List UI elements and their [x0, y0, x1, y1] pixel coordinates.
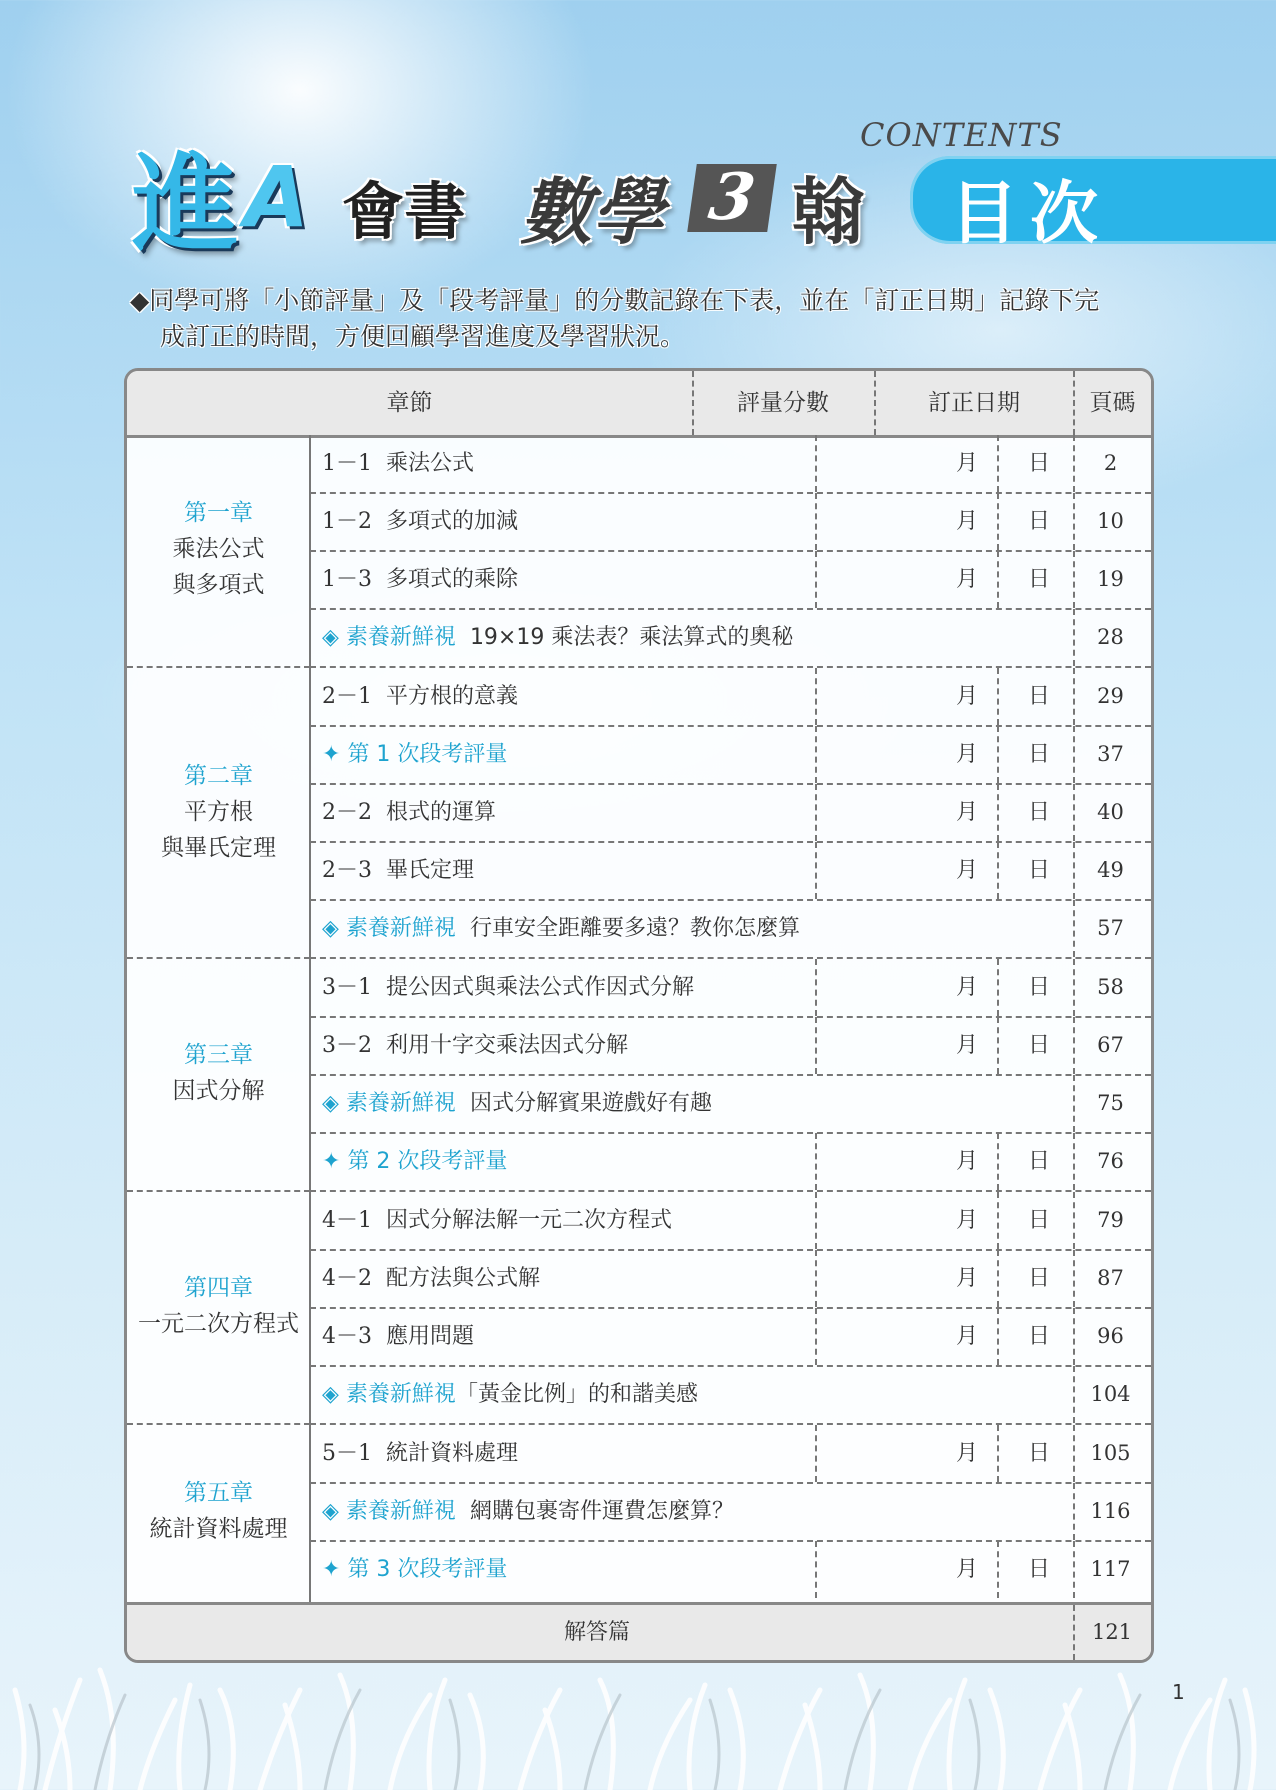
date-month: 月 [956, 1033, 979, 1058]
exam-star-icon: ✦ [322, 742, 341, 767]
answers-row [127, 1602, 1151, 1660]
section-number: 1－2 [322, 509, 372, 534]
date-day: 日 [1028, 742, 1051, 767]
table-row [310, 435, 1151, 494]
contents-table [124, 368, 1154, 1663]
literacy-diamond-icon: ◈ [322, 1382, 339, 1407]
literacy-tag: 素養新鮮視 [345, 1499, 456, 1524]
header-chapter: 章節 [386, 390, 433, 416]
date-month: 月 [956, 684, 979, 709]
date-day: 日 [1028, 509, 1051, 534]
logo-volume: 3 [687, 164, 777, 232]
header-score: 評量分數 [737, 390, 829, 416]
contents-title-tab [910, 156, 1276, 254]
date-day: 日 [1028, 975, 1051, 1000]
table-row [310, 900, 1151, 959]
chapter-5-label: 第五章 [184, 1480, 253, 1506]
exam-title: 第 2 次段考評量 [347, 1149, 508, 1174]
bullet-diamond-icon: ◆ [130, 286, 150, 315]
literacy-diamond-icon: ◈ [322, 916, 339, 941]
exam-star-icon: ✦ [322, 1557, 341, 1582]
table-row [310, 1541, 1151, 1598]
table-row [310, 1075, 1151, 1134]
section-number: 2－1 [322, 684, 372, 709]
section-title: 畢氏定理 [386, 858, 475, 883]
table-row [310, 1133, 1151, 1192]
page-number: 10 [1097, 509, 1124, 533]
page-number: 105 [1090, 1441, 1131, 1465]
chapter-3-cell [127, 959, 310, 1192]
section-number: 2－2 [322, 800, 372, 825]
section-number: 3－2 [322, 1033, 372, 1058]
page-number: 75 [1097, 1091, 1124, 1115]
date-month: 月 [956, 1208, 979, 1233]
page-number: 58 [1097, 975, 1124, 999]
literacy-tag: 素養新鮮視 [345, 1091, 456, 1116]
exam-star-icon: ✦ [322, 1149, 341, 1174]
literacy-diamond-icon: ◈ [322, 1091, 339, 1116]
answers-page: 121 [1091, 1620, 1133, 1644]
section-title: 提公因式與乘法公式作因式分解 [386, 975, 695, 1000]
chapter-3-label: 第三章 [184, 1042, 253, 1068]
table-row [310, 1425, 1151, 1484]
logo-subject: 數學 [520, 170, 665, 254]
date-day: 日 [1028, 1033, 1051, 1058]
page-number: 57 [1097, 916, 1124, 940]
date-month: 月 [956, 1149, 979, 1174]
page-number: 87 [1097, 1266, 1124, 1290]
contents-title: 目次 [950, 175, 1111, 254]
table-row [310, 668, 1151, 727]
section-number: 5－1 [322, 1441, 372, 1466]
page-number: 96 [1097, 1324, 1124, 1348]
date-month: 月 [956, 1557, 979, 1582]
section-title: 應用問題 [386, 1324, 475, 1349]
chapter-1-cell [127, 435, 310, 668]
page-number: 67 [1097, 1033, 1124, 1057]
section-number: 4－2 [322, 1266, 372, 1291]
page-number: 104 [1090, 1382, 1131, 1406]
chapter-1-label: 第一章 [184, 500, 253, 526]
header-date: 訂正日期 [928, 390, 1020, 416]
section-title: 平方根的意義 [386, 684, 519, 709]
page-number: 116 [1090, 1499, 1131, 1523]
contents-english-label: CONTENTS [860, 116, 1063, 154]
logo-huishu: 會書 [342, 175, 467, 248]
date-day: 日 [1028, 451, 1051, 476]
date-day: 日 [1028, 684, 1051, 709]
section-title: 乘法公式 [386, 451, 475, 476]
chapter-2-title-line1: 平方根 [184, 799, 253, 825]
page-number-footer: 1 [1172, 1680, 1185, 1704]
book-logo [132, 120, 912, 266]
table-row [310, 1366, 1151, 1425]
table-row [310, 1017, 1151, 1076]
section-title: 多項式的乘除 [386, 567, 519, 592]
table-row [310, 842, 1151, 901]
page-number: 29 [1097, 684, 1124, 708]
date-month: 月 [956, 1324, 979, 1349]
date-month: 月 [956, 509, 979, 534]
page-number: 117 [1090, 1557, 1131, 1581]
table-row [310, 1250, 1151, 1309]
date-month: 月 [956, 1266, 979, 1291]
exam-title: 第 1 次段考評量 [347, 742, 508, 767]
chapter-4-title-line1: 一元二次方程式 [138, 1311, 299, 1337]
page-number: 40 [1097, 800, 1124, 824]
date-month: 月 [956, 742, 979, 767]
section-title: 利用十字交乘法因式分解 [386, 1033, 629, 1058]
section-title: 因式分解法解一元二次方程式 [386, 1208, 673, 1233]
chapter-4-label: 第四章 [184, 1275, 253, 1301]
chapter-2-title-line2: 與畢氏定理 [161, 835, 276, 861]
header-page: 頁碼 [1089, 390, 1136, 416]
chapter-5-title-line1: 統計資料處理 [149, 1516, 288, 1542]
date-month: 月 [956, 800, 979, 825]
table-row [310, 551, 1151, 610]
literacy-title: 19×19 乘法表？乘法算式的奧秘 [469, 625, 794, 650]
exam-title: 第 3 次段考評量 [347, 1557, 508, 1582]
table-row [310, 1483, 1151, 1542]
date-day: 日 [1028, 1441, 1051, 1466]
date-day: 日 [1028, 1324, 1051, 1349]
literacy-tag: 素養新鮮視 [345, 1382, 456, 1407]
date-month: 月 [956, 1441, 979, 1466]
intro-line-2: 成訂正的時間，方便回顧學習進度及學習狀況。 [160, 322, 686, 351]
literacy-title: 行車安全距離要多遠？教你怎麼算 [469, 916, 800, 941]
chapter-3-title-line1: 因式分解 [172, 1078, 265, 1104]
grass-decoration [0, 1660, 1276, 1790]
chapter-2-cell [127, 668, 310, 959]
page-number: 49 [1097, 858, 1124, 882]
literacy-tag: 素養新鮮視 [345, 625, 456, 650]
section-title: 統計資料處理 [386, 1441, 519, 1466]
chapter-4-cell [127, 1192, 310, 1425]
table-row [310, 1192, 1151, 1251]
date-day: 日 [1028, 1266, 1051, 1291]
section-number: 1－3 [322, 567, 372, 592]
date-day: 日 [1028, 1149, 1051, 1174]
chapter-2-label: 第二章 [184, 763, 253, 789]
logo-publisher: 翰 [792, 170, 865, 254]
page-number: 79 [1097, 1208, 1124, 1232]
literacy-diamond-icon: ◈ [322, 625, 339, 650]
page-number: 28 [1097, 625, 1124, 649]
date-month: 月 [956, 975, 979, 1000]
section-number: 4－1 [322, 1208, 372, 1233]
intro-line-1: 同學可將「小節評量」及「段考評量」的分數記錄在下表，並在「訂正日期」記錄下完 [149, 286, 1100, 315]
section-number: 2－3 [322, 858, 372, 883]
section-title: 根式的運算 [386, 800, 497, 825]
literacy-title: 因式分解賓果遊戲好有趣 [469, 1091, 712, 1116]
chapter-5-cell [127, 1425, 310, 1602]
date-day: 日 [1028, 1557, 1051, 1582]
chapter-1-title-line1: 乘法公式 [172, 536, 265, 562]
table-row [310, 1308, 1151, 1367]
date-month: 月 [956, 567, 979, 592]
intro-text [130, 283, 1150, 355]
page-number: 19 [1097, 567, 1124, 591]
table-row [310, 726, 1151, 785]
table-row [310, 959, 1151, 1018]
logo-a: A [244, 148, 310, 246]
date-day: 日 [1028, 800, 1051, 825]
page-number: 76 [1097, 1149, 1124, 1173]
literacy-title: 「黃金比例」的和諧美感 [455, 1382, 698, 1407]
page-number: 37 [1097, 742, 1124, 766]
table-row [310, 784, 1151, 843]
section-number: 1－1 [322, 451, 372, 476]
answers-label: 解答篇 [563, 1620, 630, 1645]
section-title: 配方法與公式解 [386, 1266, 541, 1291]
date-month: 月 [956, 858, 979, 883]
table-row [310, 493, 1151, 552]
date-month: 月 [956, 451, 979, 476]
section-number: 3－1 [322, 975, 372, 1000]
page-number: 2 [1103, 451, 1118, 475]
chapter-1-title-line2: 與多項式 [172, 572, 265, 598]
table-row [310, 609, 1151, 668]
date-day: 日 [1028, 1208, 1051, 1233]
literacy-title: 網購包裹寄件運費怎麼算？ [469, 1499, 734, 1524]
section-number: 4－3 [322, 1324, 372, 1349]
date-day: 日 [1028, 858, 1051, 883]
literacy-diamond-icon: ◈ [322, 1499, 339, 1524]
table-header [127, 371, 1151, 438]
section-title: 多項式的加減 [386, 509, 519, 534]
date-day: 日 [1028, 567, 1051, 592]
literacy-tag: 素養新鮮視 [345, 916, 456, 941]
logo-jin: 進 [132, 143, 234, 266]
